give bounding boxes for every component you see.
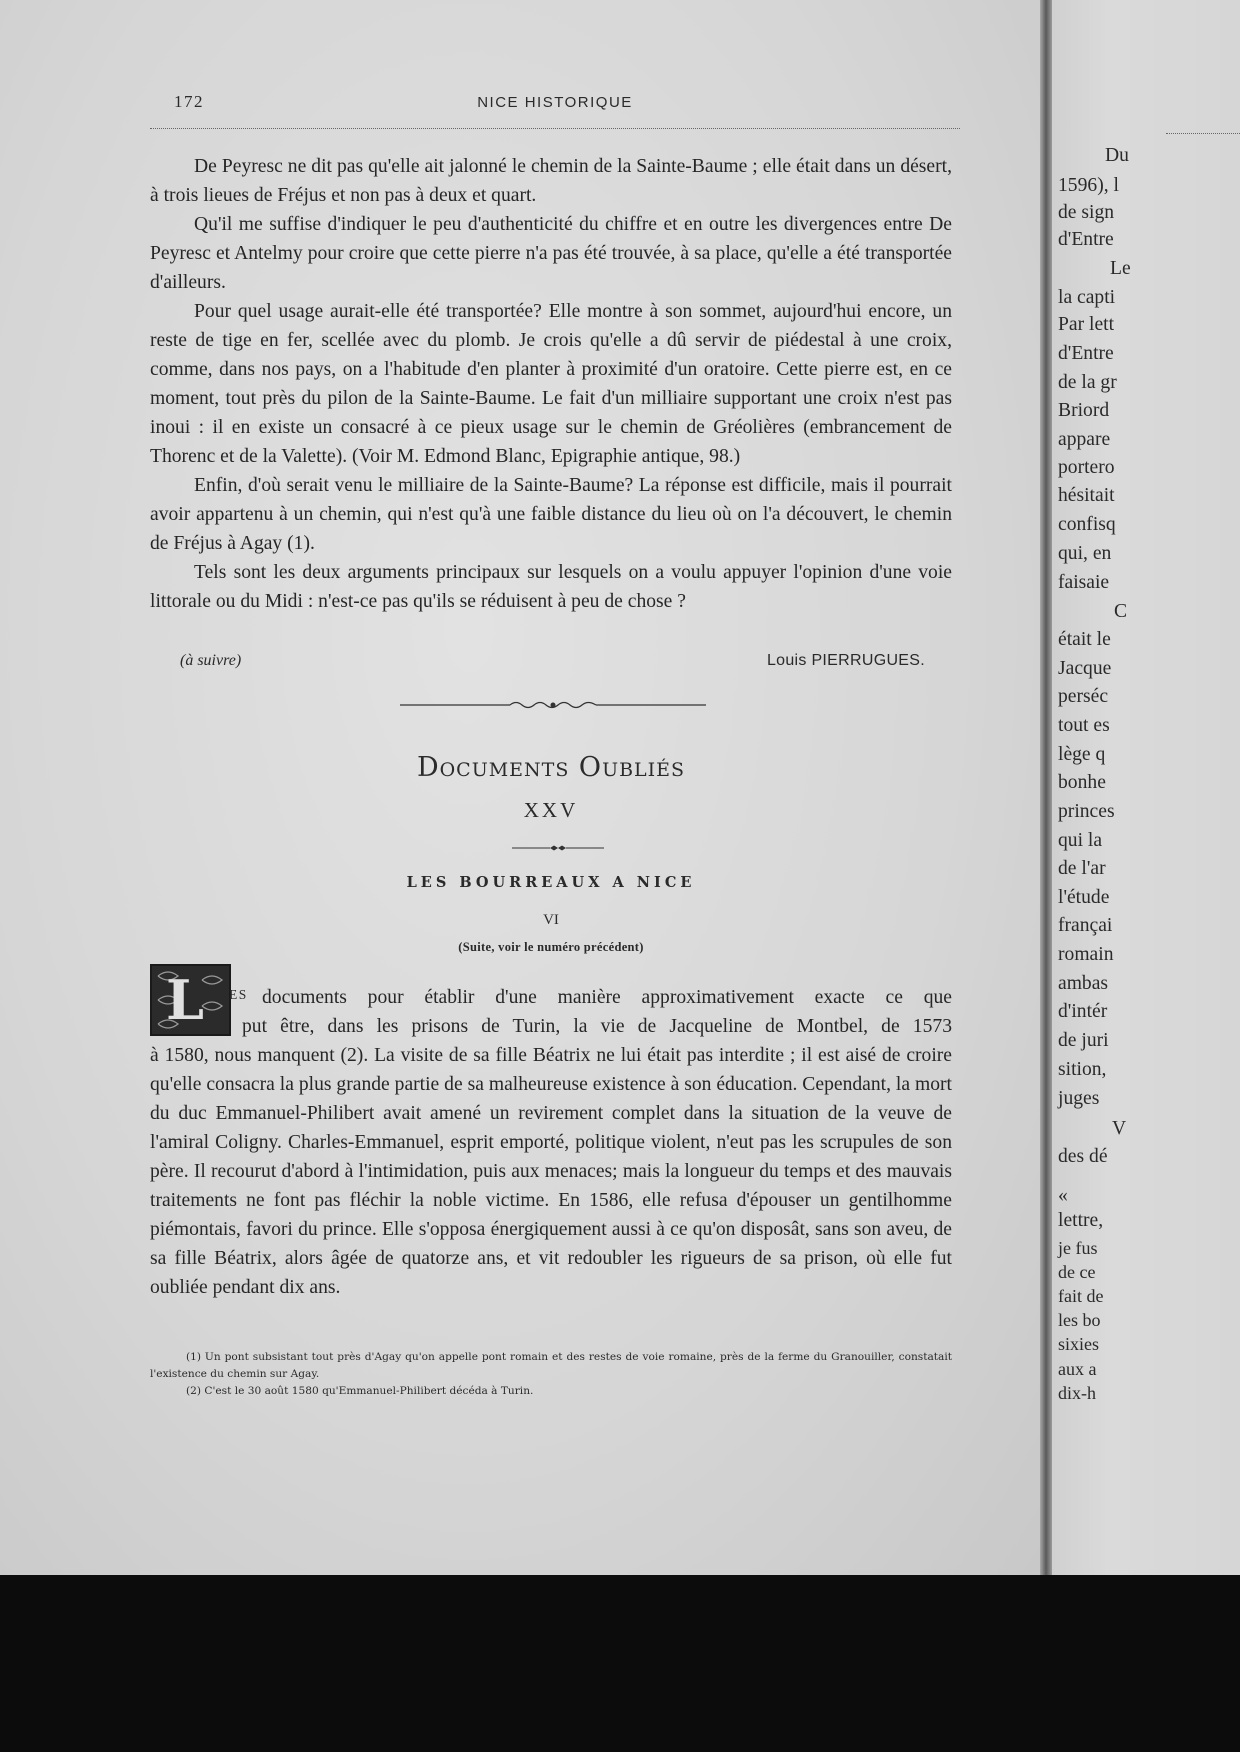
facing-page-line: d'Entre [1058, 343, 1114, 364]
author-name: Louis PIERRUGUES. [766, 652, 925, 669]
article2-line-2: put être, dans les prisons de Turin, la vie de Jacqueline de Montbel, de 1573 [242, 1016, 952, 1037]
running-title: NICE HISTORIQUE [477, 94, 633, 111]
facing-page-line: de sign [1058, 202, 1115, 223]
facing-page-line: Jacque [1058, 658, 1112, 679]
article-body [150, 152, 952, 616]
small-divider [512, 845, 604, 851]
footnote: (2) C'est le 30 août 1580 qu'Emmanuel-Philibert décéda à Turin. [186, 1385, 534, 1397]
chapter-note: (Suite, voir le numéro précédent) [458, 940, 644, 954]
facing-page-line: 1596), l [1058, 175, 1119, 196]
facing-page-line: « [1058, 1185, 1068, 1206]
paragraph: Qu'il me suffise d'indiquer le peu d'authenticité du chiffre et en outre les divergences entre De Peyresc et Antelmy pour croire que cette pierre n'a pas été trouvée, à sa place, qu'elle a été transportée d'ailleurs. [150, 214, 952, 293]
facing-page-line: V [1112, 1118, 1127, 1139]
to-follow-note: (à suivre) [180, 652, 242, 669]
facing-page-line: qui la [1058, 830, 1103, 851]
facing-page-line: de ce [1058, 1262, 1096, 1282]
scan-bottom-margin [0, 1575, 1240, 1752]
section-title: Documents Oubliés [416, 752, 686, 783]
running-head [150, 92, 960, 122]
article2-line-1: documents pour établir d'une manière approximativement exacte ce que [262, 987, 952, 1008]
facing-page-line: de juri [1058, 1030, 1109, 1051]
facing-page-line: des dé [1058, 1146, 1108, 1167]
chapter-number: VI [543, 912, 559, 928]
page-number: 172 [174, 92, 204, 111]
facing-page-line: la capti [1058, 287, 1116, 308]
paragraph: à 1580, nous manquent (2). La visite de sa fille Béatrix ne lui était pas interdite ; il est aisé de croire qu'elle consacra la plus grande partie de sa malheureuse existence à son éducation. Cependant, la mort du duc Emmanuel-Philibert avait amené un revirement complet dans la situation de la veuve de l'amiral Coligny. Charles-Emmanuel, esprit emporté, politique violent, n'eut pas les scrupules de son père. Il recourut d'abord à l'intimidation, puis aux menaces; mais la longueur du temps et des mauvais traitements ne font pas fléchir la noble victime. En 1586, elle refusa d'épouser un gentilhomme piémontais, favori du prince. Elle s'opposa énergiquement aussi à ce qu'on disposât, sans son aveu, de sa fille Béatrix, alors âgée de quatorze ans, et vit redoubler les rigueurs de sa prison, où elle fut oubliée pendant dix ans. [150, 1045, 952, 1298]
drop-cap [150, 964, 231, 1036]
article2-body [150, 1041, 952, 1302]
facing-page-line: l'étude [1058, 887, 1110, 908]
facing-page-line: Briord [1058, 400, 1110, 421]
facing-page-line: ambas [1058, 973, 1109, 994]
facing-page-line: appare [1058, 429, 1111, 450]
facing-page-line: tout es [1058, 715, 1110, 736]
header-rule [150, 128, 960, 129]
facing-page-line: perséc [1058, 686, 1109, 707]
facing-page-line: était le [1058, 629, 1111, 650]
section-number: XXV [523, 798, 579, 822]
chapter-title: LES BOURREAUX A NICE [406, 874, 696, 891]
book-gutter [1040, 0, 1052, 1575]
facing-page-line: françai [1058, 915, 1113, 936]
facing-page-rule [1166, 133, 1240, 134]
facing-page-line: portero [1058, 457, 1115, 478]
facing-page-line: Par lett [1058, 314, 1115, 335]
facing-page-line: juges [1058, 1088, 1100, 1109]
footnote: (1) Un pont subsistant tout près d'Agay qu'on appelle pont romain et des restes de voie romaine, près de la ferme du Granouiller, constatait l'existence du chemin sur Agay. [150, 1351, 952, 1380]
drop-cap-continuation: ES [229, 987, 248, 1002]
facing-page-line: Le [1110, 258, 1131, 279]
facing-page-line: d'Entre [1058, 229, 1114, 250]
facing-page-line: Du [1105, 145, 1129, 166]
facing-page-line: romain [1058, 944, 1114, 965]
facing-page-line: aux a [1058, 1359, 1097, 1379]
facing-page-line: fait de [1058, 1286, 1104, 1306]
paragraph: De Peyresc ne dit pas qu'elle ait jalonné le chemin de la Sainte-Baume ; elle était dans un désert, à trois lieues de Fréjus et non pas à deux et quart. [150, 156, 952, 206]
facing-page-line: lège q [1058, 744, 1106, 765]
facing-page-line: bonhe [1058, 772, 1106, 793]
facing-page-line: princes [1058, 801, 1115, 822]
facing-page-line: lettre, [1058, 1210, 1104, 1231]
drop-cap-letter: L [166, 968, 204, 1032]
footnotes [150, 1349, 952, 1400]
facing-page-line: C [1114, 601, 1128, 622]
facing-page-line: dix-h [1058, 1383, 1096, 1403]
facing-page-line: de l'ar [1058, 858, 1106, 879]
ornament-divider [400, 700, 706, 710]
facing-page-line: les bo [1058, 1310, 1101, 1330]
facing-page-line: confisq [1058, 514, 1116, 535]
paragraph: Tels sont les deux arguments principaux sur lesquels on a voulu appuyer l'opinion d'une voie littorale ou du Midi : n'est-ce pas qu'ils se réduisent à peu de chose ? [150, 562, 952, 612]
facing-page-line: je fus [1058, 1238, 1098, 1258]
paragraph: Pour quel usage aurait-elle été transportée? Elle montre à son sommet, aujourd'hui encore, un reste de tige en fer, scellée avec du plomb. Je crois qu'elle a dû servir de piédestal à une croix, comme, dans nos pays, on a l'habitude d'en planter à proximité d'un oratoire. Cette pierre est, en ce moment, tout près du pilon de la Sainte-Baume. Le fait d'un milliaire supportant une croix n'est pas inoui : il en existe un consacré à ce pieux usage sur le chemin de Gréolières (embrancement de Thorenc et de la Valette). (Voir M. Edmond Blanc, Epigraphie antique, 98.) [150, 301, 952, 467]
facing-page-line: sition, [1058, 1059, 1107, 1080]
facing-page-line: sixies [1058, 1334, 1100, 1354]
facing-page-line: qui, en [1058, 543, 1112, 564]
paragraph: Enfin, d'où serait venu le milliaire de la Sainte-Baume? La réponse est difficile, mais il pourrait avoir appartenu à un chemin, qui n'est qu'à une faible distance du lieu où on l'a découvert, le chemin de Fréjus à Agay (1). [150, 475, 952, 554]
facing-page-line: de la gr [1058, 372, 1117, 393]
facing-page-line: hésitait [1058, 485, 1115, 506]
facing-page-line: d'intér [1058, 1001, 1108, 1022]
facing-page-line: faisaie [1058, 572, 1110, 593]
article-signature [180, 652, 925, 678]
